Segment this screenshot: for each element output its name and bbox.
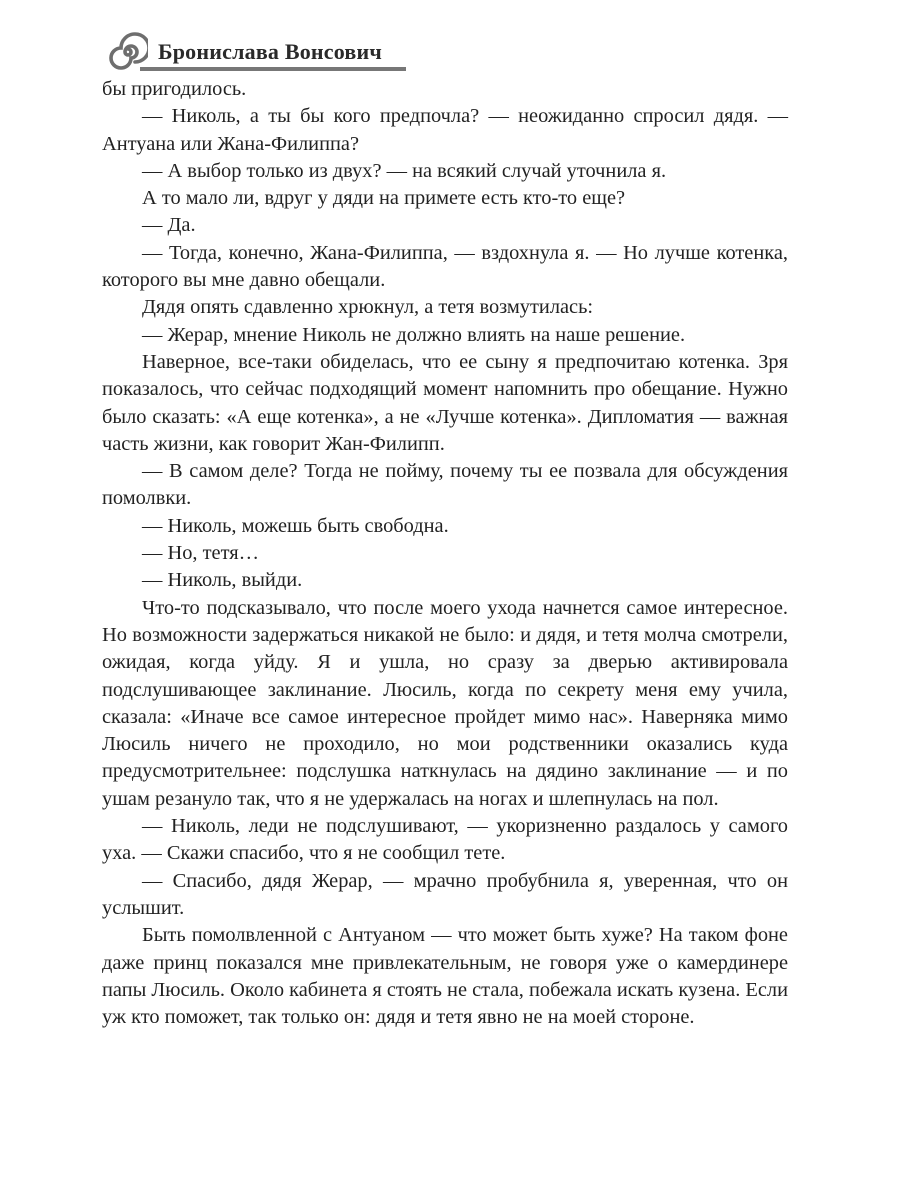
paragraph: А то мало ли, вдруг у дяди на примете есть кто-то еще? xyxy=(142,187,626,210)
paragraph: — Спасибо, дядя Жерар, — мрачно пробубнила я, уверенная, что он услышит. xyxy=(102,869,788,919)
paragraph: Наверное, все-таки обиделась, что ее сыну я предпочитаю котенка. Зря показалось, что сейчас подходящий момент напомнить про обещание. Нужно было сказать: «А еще котенка», а не «Лучше котенка». Дипломатия — важная часть жизни, как говорит Жан-Филипп. xyxy=(102,350,788,455)
paragraph: — А выбор только из двух? — на всякий случай уточнила я. xyxy=(142,159,667,182)
paragraph: — Николь, леди не подслушивают, — укоризненно раздалось у самого уха. — Скажи спасибо, что я не сообщил тете. xyxy=(102,815,788,865)
paragraph: — В самом деле? Тогда не пойму, почему ты ее позвала для обсуждения помолвки. xyxy=(102,460,788,510)
spiral-icon xyxy=(108,32,148,72)
header-rule xyxy=(140,67,406,71)
paragraph: — Да. xyxy=(142,214,196,237)
paragraph: бы пригодилось. xyxy=(102,78,247,100)
paragraph: — Николь, можешь быть свободна. xyxy=(142,514,449,537)
page-body xyxy=(102,76,788,1031)
paragraph: Быть помолвленной с Антуаном — что может быть хуже? На таком фоне даже принц показался мне привлекательным, не говоря уже о камердинере папы Люсиль. Около кабинета я стоять не стала, побежала искать кузена. Если уж кто поможет, так только он: дядя и тетя явно не на моей стороне. xyxy=(102,924,788,1029)
running-header xyxy=(108,26,398,74)
paragraph: Дядя опять сдавленно хрюкнул, а тетя возмутилась: xyxy=(142,296,594,319)
author-name: Бронислава Вонсович xyxy=(158,39,382,64)
paragraph: — Но, тетя… xyxy=(142,542,259,565)
paragraph: — Николь, выйди. xyxy=(142,569,303,592)
paragraph: Что-то подсказывало, что после моего ухода начнется самое интересное. Но возможности задержаться никакой не было: и дядя, и тетя молча смотрели, ожидая, когда уйду. Я и ушла, но сразу за дверью активировала подслушивающее заклинание. Люсиль, когда по секрету меня ему учила, сказала: «Иначе все самое интересное пройдет мимо нас». Наверняка мимо Люсиль ничего не проходило, но мои родственники оказались куда предусмотрительнее: подслушка наткнулась на дядино заклинание — и по ушам резануло так, что я не удержалась на ногах и шлепнулась на пол. xyxy=(102,596,788,810)
paragraph: — Николь, а ты бы кого предпочла? — неожиданно спросил дядя. — Антуана или Жана-Филиппа? xyxy=(102,105,788,155)
paragraph: — Жерар, мнение Николь не должно влиять на наше решение. xyxy=(142,323,686,346)
paragraph: — Тогда, конечно, Жана-Филиппа, — вздохнула я. — Но лучше котенка, которого вы мне давно обещали. xyxy=(102,241,788,292)
